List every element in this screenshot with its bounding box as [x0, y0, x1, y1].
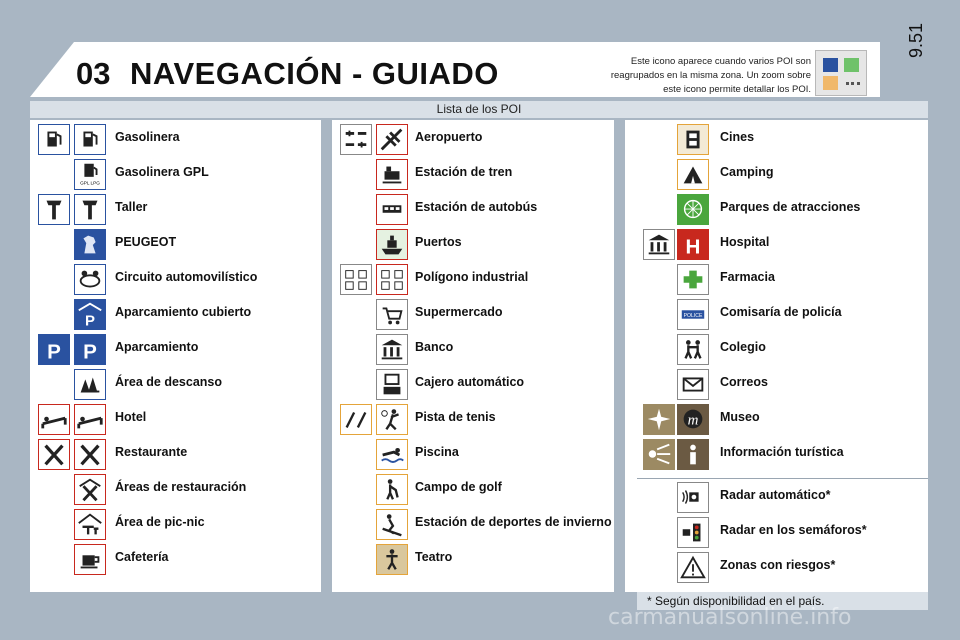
poi-row: [332, 542, 614, 577]
wrench-icon: [38, 194, 70, 225]
poi-row: [625, 192, 928, 227]
food-court-icon: [74, 474, 106, 505]
poi-label: Aparcamiento: [115, 340, 199, 354]
svg-text:H: H: [685, 235, 701, 259]
lpg-fuel-icon: [74, 159, 106, 190]
poi-row: [332, 262, 614, 297]
poi-row: [625, 402, 928, 437]
transport-cluster-icon: [340, 124, 372, 155]
poi-label: Cines: [720, 130, 755, 144]
poi-row: [30, 367, 321, 402]
poi-cluster-icon: [815, 50, 867, 96]
poi-row: [30, 297, 321, 332]
poi-row: [332, 472, 614, 507]
sports-cluster-icon: [340, 404, 372, 435]
poi-row: [332, 507, 614, 542]
poi-label: Estación de deportes de invierno: [415, 515, 612, 529]
poi-label: Piscina: [415, 445, 459, 459]
poi-row: [332, 332, 614, 367]
rest-area-icon: [74, 369, 106, 400]
poi-row: [332, 192, 614, 227]
ship-icon: [376, 229, 408, 260]
poi-label: Cajero automático: [415, 375, 525, 389]
poi-row: [625, 437, 928, 472]
poi-label: Zonas con riesgos*: [720, 558, 836, 572]
poi-row: [625, 262, 928, 297]
fuel-pump-icon: [74, 124, 106, 155]
theatre-icon: [376, 544, 408, 575]
footnote: * Según disponibilidad en el país.: [637, 592, 928, 610]
industrial-cluster-icon: [340, 264, 372, 295]
poi-label: Áreas de restauración: [115, 480, 247, 494]
pharmacy-cross-icon: [677, 264, 709, 295]
page-number-text: 9.51: [906, 22, 926, 58]
shopping-cart-icon: [376, 299, 408, 330]
poi-label: Hospital: [720, 235, 770, 249]
poi-row: [625, 515, 928, 550]
divider: [637, 478, 928, 479]
page-number: [906, 0, 927, 58]
swimmer-icon: [376, 439, 408, 470]
poi-label: Área de pic-nic: [115, 515, 205, 529]
school-children-icon: [677, 334, 709, 365]
poi-row: [30, 192, 321, 227]
poi-column-1: [30, 120, 321, 592]
envelope-icon: [677, 369, 709, 400]
poi-row: [30, 157, 321, 192]
svg-text:P: P: [85, 312, 95, 329]
poi-label: Cafetería: [115, 550, 169, 564]
poi-label: Teatro: [415, 550, 453, 564]
police-icon: [677, 299, 709, 330]
cluster-note: [575, 55, 811, 97]
cluster-dots: [846, 82, 860, 85]
poi-label: PEUGEOT: [115, 235, 177, 249]
poi-row: [625, 122, 928, 157]
poi-label: Colegio: [720, 340, 766, 354]
poi-label: Gasolinera GPL: [115, 165, 209, 179]
skier-icon: [376, 509, 408, 540]
cluster-square-green: [844, 58, 859, 72]
cluster-square-blue: [823, 58, 838, 72]
cluster-note-line: Este icono aparece cuando varios POI son: [630, 56, 811, 67]
list-title: Lista de los POI: [30, 101, 928, 118]
fork-knife-icon: [38, 439, 70, 470]
poi-row: [625, 157, 928, 192]
poi-row: [332, 227, 614, 262]
poi-label: Banco: [415, 340, 454, 354]
coffee-cup-icon: [74, 544, 106, 575]
poi-label: Estación de autobús: [415, 200, 538, 214]
page-title: NAVEGACIÓN - GUIADO: [130, 56, 499, 91]
airplane-icon: [376, 124, 408, 155]
poi-row: [625, 297, 928, 332]
poi-label: Información turística: [720, 445, 844, 459]
poi-row: [30, 332, 321, 367]
traffic-light-camera-icon: [677, 517, 709, 548]
chapter-number: 03: [76, 56, 111, 91]
poi-label: Supermercado: [415, 305, 503, 319]
poi-label: Gasolinera: [115, 130, 180, 144]
poi-row: [625, 480, 928, 515]
poi-row: [625, 227, 928, 262]
peugeot-lion-icon: [74, 229, 106, 260]
poi-label: Comisaría de policía: [720, 305, 842, 319]
svg-text:m: m: [687, 412, 699, 429]
poi-label: Museo: [720, 410, 760, 424]
fork-knife-icon: [74, 439, 106, 470]
poi-row: [332, 122, 614, 157]
factory-icon: [376, 264, 408, 295]
poi-label: Radar en los semáforos*: [720, 523, 867, 537]
info-icon: [677, 439, 709, 470]
amusement-park-icon: [677, 194, 709, 225]
poi-label: Taller: [115, 200, 148, 214]
train-icon: [376, 159, 408, 190]
golfer-icon: [376, 474, 408, 505]
svg-text:P: P: [47, 340, 61, 364]
poi-row: [332, 297, 614, 332]
poi-row: [30, 542, 321, 577]
poi-column-2: [332, 120, 614, 592]
poi-column-3: [625, 120, 928, 592]
atm-icon: [376, 369, 408, 400]
poi-row: [332, 437, 614, 472]
museum-icon: [677, 404, 709, 435]
poi-row: [30, 472, 321, 507]
poi-label: Restaurante: [115, 445, 188, 459]
compass-rose-icon: [643, 404, 675, 435]
poi-row: [625, 550, 928, 585]
wrench-icon: [74, 194, 106, 225]
poi-label: Área de descanso: [115, 375, 222, 389]
tennis-icon: [376, 404, 408, 435]
watermark: carmanualsonline.info: [608, 605, 852, 630]
picnic-icon: [74, 509, 106, 540]
poi-label: Radar automático*: [720, 488, 831, 502]
film-reel-icon: [677, 124, 709, 155]
poi-label: Parques de atracciones: [720, 200, 861, 214]
poi-row: [30, 402, 321, 437]
parking-icon: [38, 334, 70, 365]
bed-icon: [38, 404, 70, 435]
poi-row: [30, 262, 321, 297]
covered-parking-icon: [74, 299, 106, 330]
cluster-square-orange: [823, 76, 838, 90]
poi-label: Puertos: [415, 235, 462, 249]
bus-icon: [376, 194, 408, 225]
viewpoint-icon: [643, 439, 675, 470]
poi-row: [30, 227, 321, 262]
race-circuit-icon: [74, 264, 106, 295]
svg-text:P: P: [83, 340, 97, 364]
hospital-icon: [677, 229, 709, 260]
poi-row: [332, 367, 614, 402]
svg-text:POLICE: POLICE: [683, 312, 703, 319]
bed-icon: [74, 404, 106, 435]
speed-camera-icon: [677, 482, 709, 513]
poi-row: [332, 402, 614, 437]
poi-label: Pista de tenis: [415, 410, 496, 424]
poi-label: Aeropuerto: [415, 130, 483, 144]
poi-label: Polígono industrial: [415, 270, 529, 284]
tent-icon: [677, 159, 709, 190]
poi-label: Camping: [720, 165, 774, 179]
poi-row: [30, 122, 321, 157]
cluster-note-line: reagrupados en la misma zona. Un zoom sobre: [610, 70, 811, 81]
poi-label: Estación de tren: [415, 165, 513, 179]
parking-icon: [74, 334, 106, 365]
poi-row: [625, 332, 928, 367]
poi-row: [332, 157, 614, 192]
public-building-icon: [643, 229, 675, 260]
poi-label: Circuito automovilístico: [115, 270, 258, 284]
poi-label: Aparcamiento cubierto: [115, 305, 252, 319]
poi-row: [30, 437, 321, 472]
fuel-pump-icon: [38, 124, 70, 155]
poi-label: Campo de golf: [415, 480, 502, 494]
poi-label: Correos: [720, 375, 768, 389]
cluster-note-line: este icono permite detallar los POI.: [663, 84, 811, 95]
bank-icon: [376, 334, 408, 365]
poi-label: Farmacia: [720, 270, 775, 284]
poi-row: [30, 507, 321, 542]
warning-triangle-icon: [677, 552, 709, 583]
poi-label: Hotel: [115, 410, 147, 424]
svg-text:GPL LPG: GPL LPG: [80, 180, 100, 186]
poi-row: [625, 367, 928, 402]
